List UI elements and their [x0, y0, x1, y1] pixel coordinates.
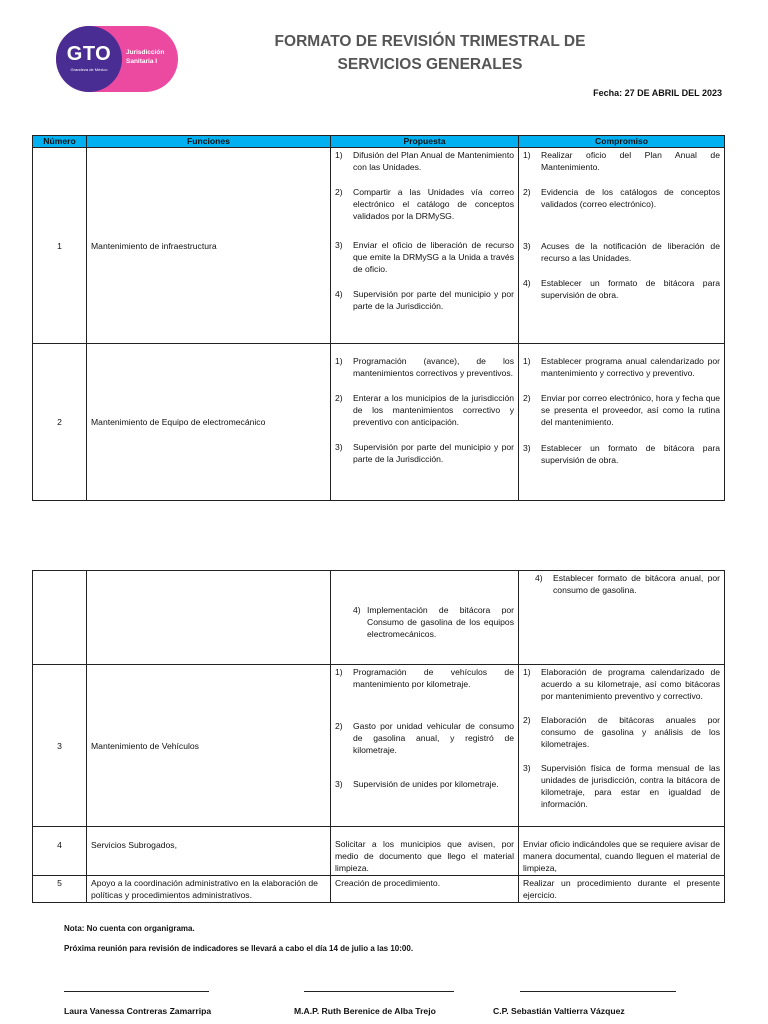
list-item: 3) Supervisión por parte del municipio y por parte de la Jurisdicción. [335, 442, 514, 464]
row-number: 4 [33, 827, 87, 876]
row-number: 5 [33, 876, 87, 903]
list-item: 1) Programación de vehículos de mantenimiento por kilometraje. [335, 667, 514, 689]
row-propuesta: Creación de procedimiento. [331, 876, 519, 903]
logo-line2: Sanitaria I [126, 58, 158, 65]
list-item: 3) Supervisión de unides por kilometraje. [335, 779, 499, 789]
row-function: Mantenimiento de Equipo de electromecánico [87, 344, 331, 501]
header-funciones: Funciones [87, 136, 331, 148]
row-compromiso [519, 344, 725, 501]
propuesta-list [335, 149, 514, 312]
note-next-meeting: Próxima reunión para revisión de indicadores se llevará a cabo el día 14 de julio a las 10:00. [64, 944, 414, 953]
review-table-page1 [32, 135, 725, 501]
propuesta-list [353, 604, 514, 640]
header-numero: Número [33, 136, 87, 148]
row-propuesta [331, 571, 519, 665]
list-item: 1) Difusión del Plan Anual de Mantenimiento con las Unidades. [335, 150, 514, 172]
row-compromiso [519, 571, 725, 665]
list-item: 3) Supervisión física de forma mensual de las unidades de jurisdicción, contra la bitácora de kilometraje, para estar en igualdad de información. [523, 763, 720, 809]
propuesta-list [335, 355, 514, 465]
compromiso-list [523, 666, 720, 810]
table-header-row [33, 136, 725, 148]
list-item: 3) Establecer un formato de bitácora para supervisión de obra. [523, 443, 720, 465]
document-title [180, 30, 680, 76]
list-item: 4) Establecer un formato de bitácora para supervisión de obra. [523, 278, 720, 300]
row-compromiso [519, 148, 725, 344]
document-date: Fecha: 27 DE ABRIL DEL 2023 [593, 88, 722, 98]
propuesta-list [335, 666, 514, 790]
table-row [33, 876, 725, 903]
row-propuesta [331, 148, 519, 344]
logo-line1: Jurisdicción [126, 49, 165, 56]
list-item: 1) Realizar oficio del Plan Anual de Mantenimiento. [523, 150, 720, 172]
note-organigrama: Nota: No cuenta con organigrama. [64, 924, 195, 933]
row-number: 2 [33, 344, 87, 501]
signature-line [64, 991, 209, 992]
row-compromiso [519, 665, 725, 827]
signature-line [304, 991, 454, 992]
title-line1: FORMATO DE REVISIÓN TRIMESTRAL DE [274, 33, 586, 50]
table-row [33, 148, 725, 344]
list-item: 1) Elaboración de programa calendarizado de acuerdo a su kilometraje, así como bitácoras por mantenimiento preventivo y correctivo. [523, 667, 720, 701]
row-number [33, 571, 87, 665]
row-compromiso: Realizar un procedimiento durante el presente ejercicio. [519, 876, 725, 903]
title-line2: SERVICIOS GENERALES [337, 56, 523, 73]
compromiso-list [535, 572, 720, 596]
header-compromiso: Compromiso [519, 136, 725, 148]
row-propuesta: Solicitar a los municipios que avisen, por medio de documento que llego el material limpieza. [331, 827, 519, 876]
signature-name: M.A.P. Ruth Berenice de Alba Trejo [294, 1006, 436, 1016]
table-row [33, 571, 725, 665]
table-row [33, 665, 725, 827]
list-item: 2) Evidencia de los catálogos de conceptos validados (correo electrónico). [523, 187, 720, 209]
compromiso-list [523, 149, 720, 301]
compromiso-list [523, 355, 720, 466]
signature-name: Laura Vanessa Contreras Zamarripa [64, 1006, 212, 1016]
logo-tagline: Grandeza de México [70, 67, 108, 72]
table-row [33, 827, 725, 876]
row-function: Apoyo a la coordinación administrativo en la elaboración de políticas y procedimientos administrativos. [87, 876, 331, 903]
list-item: 4) Establecer formato de bitácora anual, por consumo de gasolina. [535, 573, 720, 595]
row-compromiso: Enviar oficio indicándoles que se requiere avisar de manera documental, cuando lleguen el material de limpieza, [519, 827, 725, 876]
list-item: 1) Programación (avance), de los mantenimientos correctivos y preventivos. [335, 356, 514, 378]
row-function: Mantenimiento de Vehículos [87, 665, 331, 827]
table-row [33, 344, 725, 501]
row-function: Servicios Subrogados, [87, 827, 331, 876]
logo-text [126, 48, 164, 66]
row-function [87, 571, 331, 665]
list-item: 2) Enterar a los municipios de la jurisdicción de los mantenimientos correctivo y preventivo con anticipación. [335, 393, 514, 427]
logo-brand: GTO [66, 43, 112, 65]
jurisdiccion-logo [56, 26, 178, 92]
list-item: 2) Enviar por correo electrónico, hora y fecha que se presenta el proveedor, así como la rutina del mantenimiento. [523, 393, 720, 427]
row-propuesta [331, 665, 519, 827]
row-number: 1 [33, 148, 87, 344]
row-propuesta [331, 344, 519, 501]
row-function: Mantenimiento de infraestructura [87, 148, 331, 344]
list-item: 4) Implementación de bitácora por Consumo de gasolina de los equipos electromecánicos. [353, 605, 514, 639]
list-item: 1) Establecer programa anual calendarizado por mantenimiento y correctivo y preventivo. [523, 356, 720, 378]
header-propuesta: Propuesta [331, 136, 519, 148]
signature-name: C.P. Sebastián Valtierra Vázquez [493, 1006, 625, 1016]
list-item: 4) Supervisión por parte del municipio y por parte de la Jurisdicción. [335, 289, 514, 311]
list-item: 3) Acuses de la notificación de liberación de recurso a las Unidades. [523, 241, 720, 263]
gto-logo-circle [56, 26, 122, 92]
list-item: 2) Gasto por unidad vehicular de consumo de gasolina anual, y registró de kilometraje. [335, 721, 514, 755]
list-item: 3) Enviar el oficio de liberación de recurso que emite la DRMySG a la Unida a través de oficio. [335, 240, 514, 274]
list-item: 2) Elaboración de bitácoras anuales por consumo de gasolina y análisis de los kilometrajes. [523, 715, 720, 749]
review-table-page2 [32, 570, 725, 903]
row-number: 3 [33, 665, 87, 827]
signature-line [520, 991, 676, 992]
list-item: 2) Compartir a las Unidades vía correo electrónico el catálogo de conceptos validados por la DRMySG. [335, 187, 514, 221]
